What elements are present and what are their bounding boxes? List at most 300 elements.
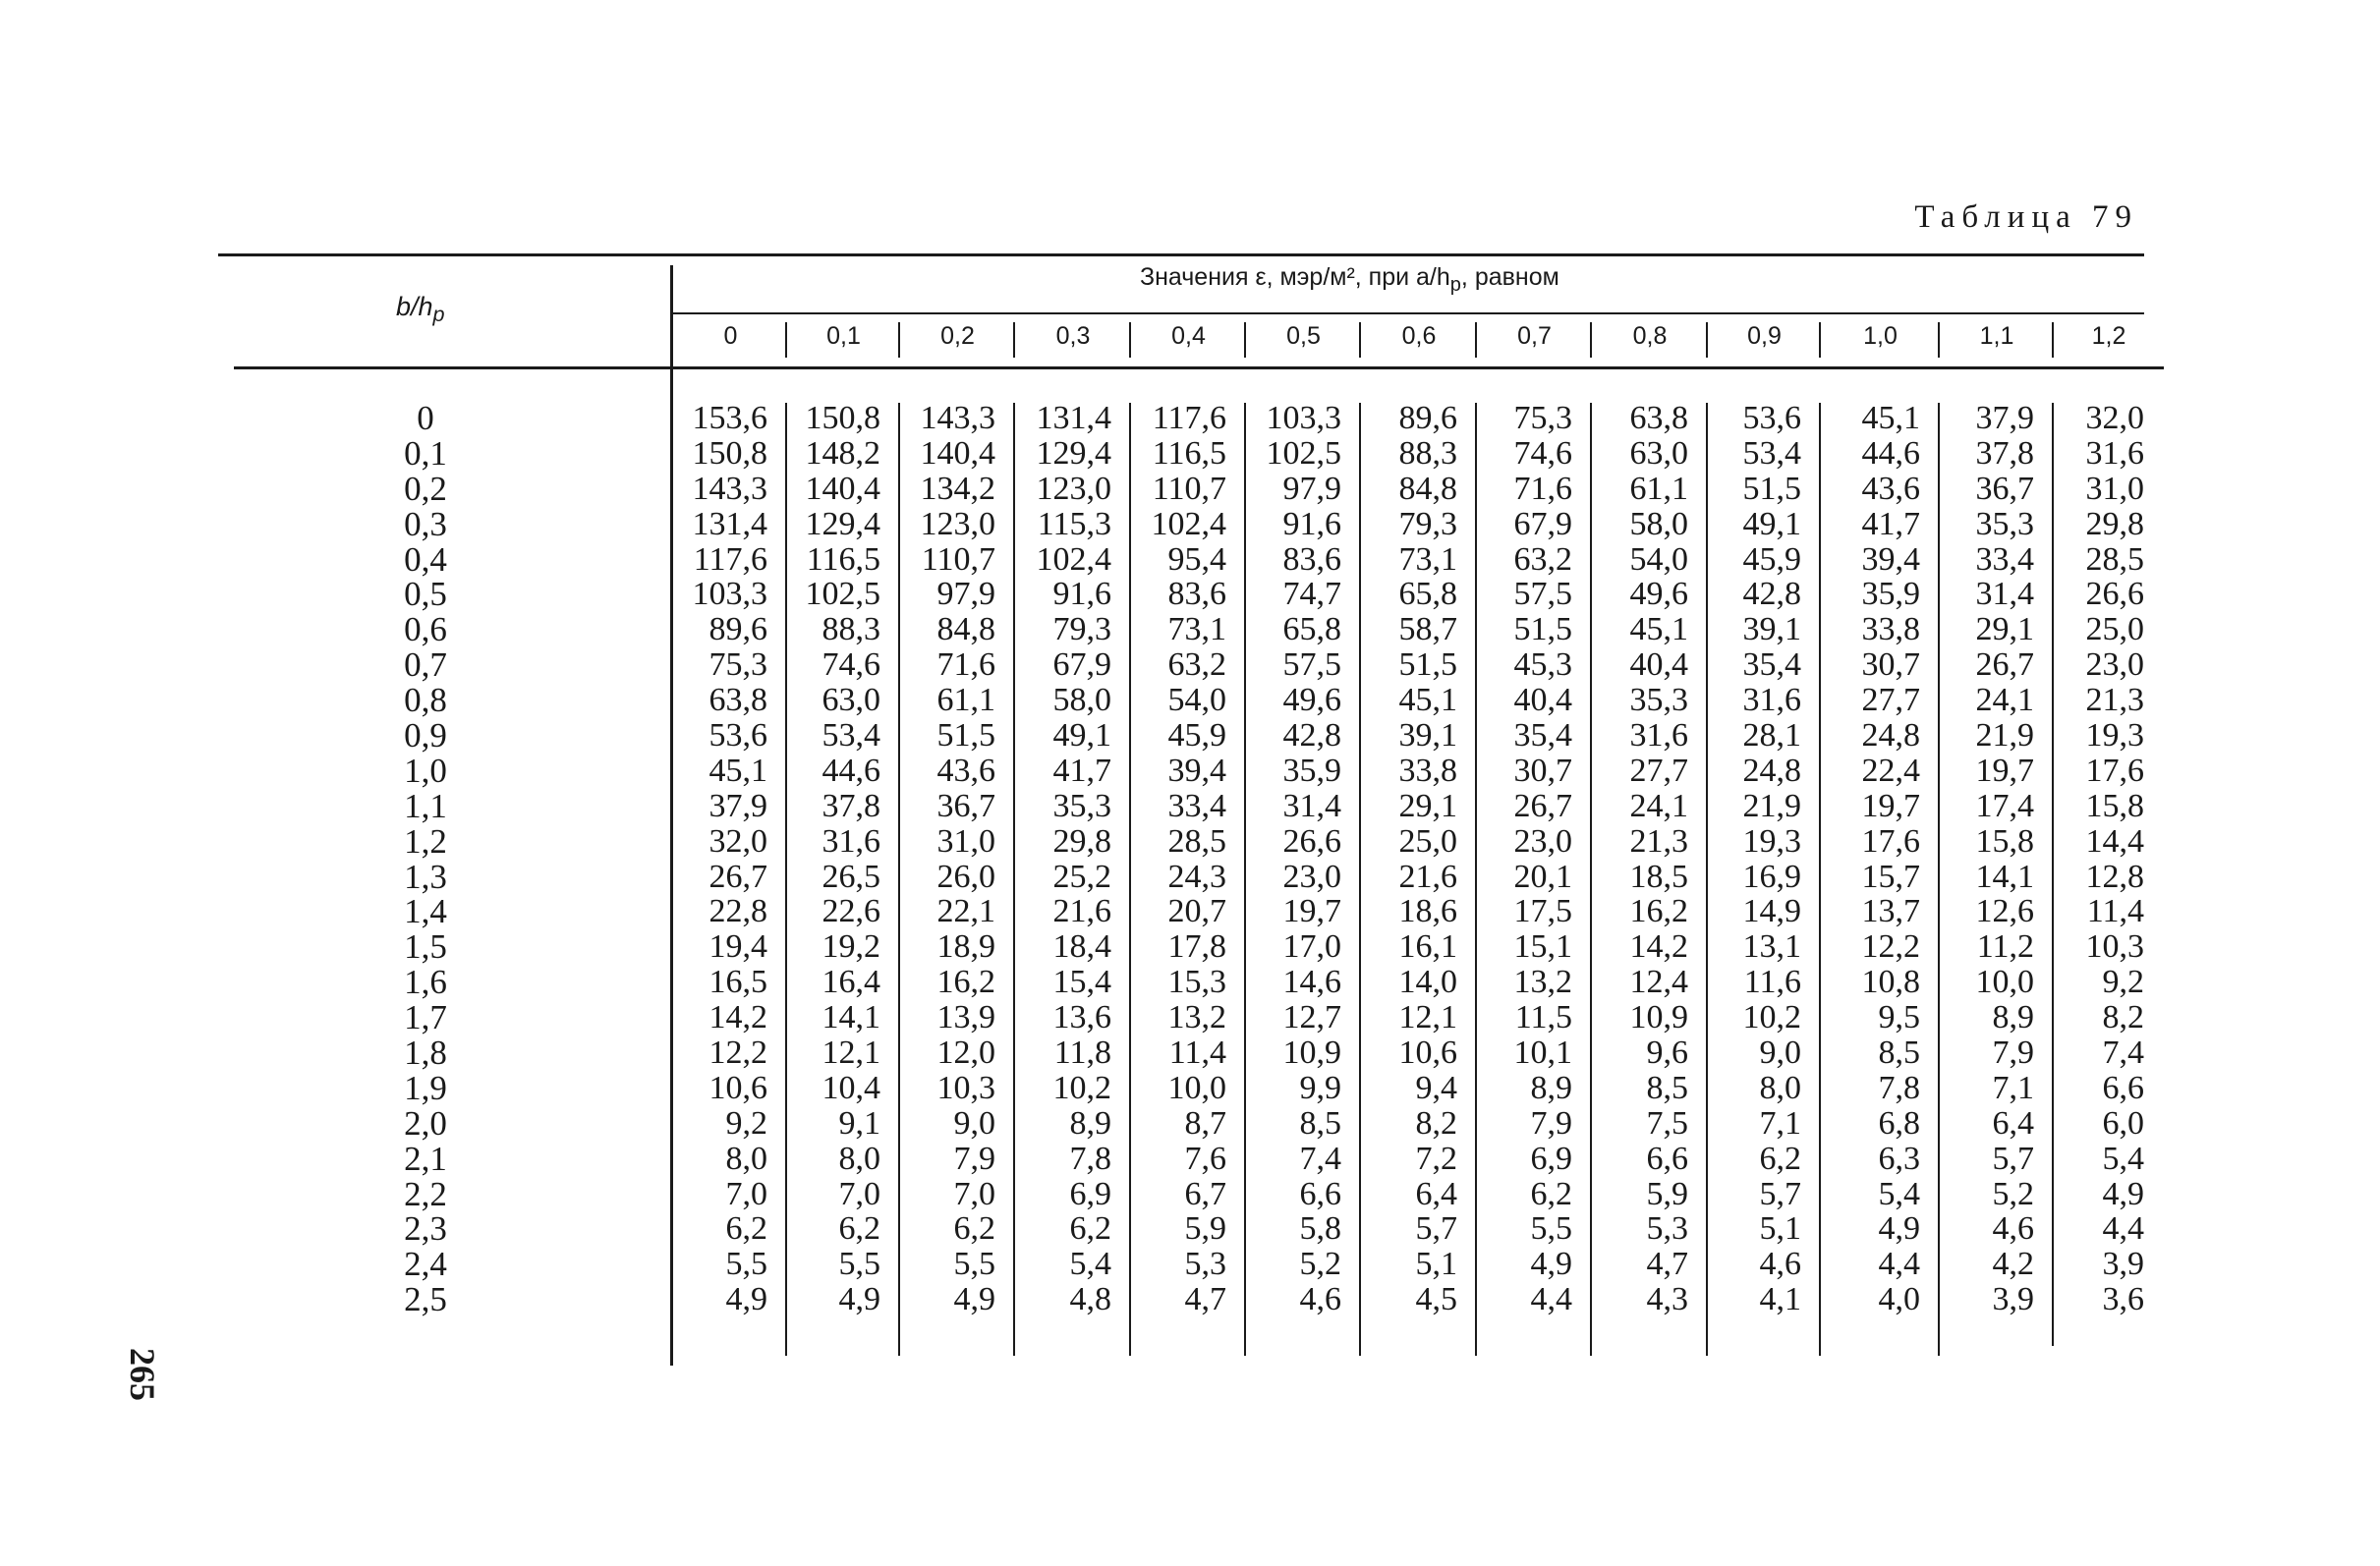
table-cell: 12,1	[822, 1035, 880, 1072]
table-cell: 13,9	[936, 999, 995, 1036]
table-cell: 8,0	[725, 1140, 767, 1177]
column-header: 0,9	[1747, 322, 1782, 350]
table-cell: 44,6	[1861, 434, 1920, 472]
table-cell: 3,6	[2102, 1281, 2144, 1318]
table-cell: 54,0	[1629, 540, 1688, 578]
table-cell: 53,6	[708, 717, 767, 755]
table-cell: 97,9	[1282, 470, 1341, 507]
row-label: 0,9	[404, 716, 447, 755]
table-cell: 6,7	[1184, 1175, 1226, 1212]
table-cell: 117,6	[1152, 400, 1226, 436]
table-cell: 5,4	[1069, 1246, 1111, 1283]
table-caption: Таблица 79	[1914, 199, 2138, 235]
table-cell: 14,4	[2085, 822, 2144, 860]
table-cell: 22,6	[822, 893, 880, 930]
table-cell: 22,4	[1861, 752, 1920, 789]
table-cell: 33,4	[1975, 540, 2034, 578]
table-cell: 5,5	[953, 1246, 995, 1283]
row-label: 0,8	[404, 681, 447, 720]
table-cell: 44,6	[822, 752, 880, 789]
data-column	[1477, 401, 1582, 1317]
table-cell: 10,3	[936, 1069, 995, 1106]
table-cell: 17,4	[1975, 787, 2034, 824]
table-cell: 4,7	[1646, 1246, 1688, 1283]
row-label: 1,4	[404, 892, 447, 931]
table-cell: 102,4	[1036, 540, 1111, 578]
table-cell: 5,3	[1646, 1210, 1688, 1248]
table-cell: 42,8	[1742, 576, 1801, 613]
table-cell: 63,8	[708, 682, 767, 719]
column-header: 0,1	[826, 322, 861, 350]
column-header: 0,4	[1171, 322, 1206, 350]
row-label: 0,2	[404, 469, 447, 508]
table-cell: 51,5	[936, 717, 995, 755]
table-cell: 4,9	[725, 1281, 767, 1318]
table-cell: 37,8	[822, 787, 880, 824]
column-header-divider	[785, 322, 787, 358]
column-header: 1,2	[2091, 322, 2126, 350]
row-label: 1,0	[404, 751, 447, 790]
table-cell: 15,7	[1861, 858, 1920, 895]
table-cell: 11,6	[1743, 964, 1801, 1001]
table-cell: 4,9	[2102, 1175, 2144, 1212]
table-cell: 21,3	[1629, 822, 1688, 860]
table-cell: 10,8	[1861, 964, 1920, 1001]
table-cell: 12,1	[1398, 999, 1457, 1036]
table-cell: 58,0	[1052, 682, 1111, 719]
table-cell: 6,3	[1878, 1140, 1920, 1177]
table-cell: 4,2	[1992, 1246, 2034, 1283]
column-header-divider	[1359, 322, 1361, 358]
table-cell: 9,0	[953, 1104, 995, 1142]
table-cell: 8,9	[1992, 999, 2034, 1036]
table-cell: 43,6	[1861, 470, 1920, 507]
table-cell: 131,4	[692, 505, 767, 542]
table-cell: 84,8	[1398, 470, 1457, 507]
column-group-title: Значения ε, мэр/м², при a/h	[1140, 263, 1450, 291]
table-cell: 71,6	[936, 646, 995, 684]
table-cell: 29,1	[1398, 787, 1457, 824]
table-cell: 14,6	[1282, 964, 1341, 1001]
table-cell: 53,6	[1742, 400, 1801, 436]
table-cell: 6,8	[1878, 1104, 1920, 1142]
table-cell: 61,1	[1629, 470, 1688, 507]
table-cell: 74,6	[1513, 434, 1572, 472]
column-header: 0,6	[1401, 322, 1437, 350]
table-cell: 39,1	[1742, 611, 1801, 648]
table-cell: 33,4	[1167, 787, 1226, 824]
table-cell: 6,2	[725, 1210, 767, 1248]
table-cell: 22,8	[708, 893, 767, 930]
table-cell: 58,0	[1629, 505, 1688, 542]
table-cell: 123,0	[1036, 470, 1111, 507]
column-header-divider	[1590, 322, 1592, 358]
table-cell: 40,4	[1629, 646, 1688, 684]
table-cell: 4,9	[838, 1281, 880, 1318]
table-cell: 63,0	[1629, 434, 1688, 472]
row-label: 2,2	[404, 1174, 447, 1213]
row-label: 2,3	[404, 1209, 447, 1249]
table-cell: 16,9	[1742, 858, 1801, 895]
row-parameter-text: b/h	[396, 292, 433, 321]
table-cell: 4,4	[1878, 1246, 1920, 1283]
table-cell: 11,2	[1976, 928, 2034, 966]
table-cell: 7,1	[1759, 1104, 1801, 1142]
table-cell: 4,9	[1530, 1246, 1572, 1283]
table-cell: 9,9	[1299, 1069, 1341, 1106]
table-cell: 140,4	[805, 470, 880, 507]
table-cell: 28,1	[1742, 717, 1801, 755]
table-cell: 5,4	[2102, 1140, 2144, 1177]
table-cell: 7,8	[1069, 1140, 1111, 1177]
table-cell: 79,3	[1052, 611, 1111, 648]
table-cell: 7,9	[953, 1140, 995, 1177]
table-cell: 73,1	[1398, 540, 1457, 578]
table-cell: 9,2	[2102, 964, 2144, 1001]
table-cell: 4,3	[1646, 1281, 1688, 1318]
table-cell: 65,8	[1398, 576, 1457, 613]
table-cell: 3,9	[1992, 1281, 2034, 1318]
table-cell: 5,9	[1646, 1175, 1688, 1212]
data-column	[1592, 401, 1698, 1317]
row-label: 0,6	[404, 610, 447, 649]
table-cell: 5,1	[1759, 1210, 1801, 1248]
table-cell: 35,9	[1282, 752, 1341, 789]
table-cell: 10,0	[1167, 1069, 1226, 1106]
table-cell: 150,8	[692, 434, 767, 472]
table-cell: 6,0	[2102, 1104, 2144, 1142]
table-cell: 5,4	[1878, 1175, 1920, 1212]
table-cell: 26,6	[1282, 822, 1341, 860]
table-cell: 4,6	[1759, 1246, 1801, 1283]
table-cell: 35,4	[1513, 717, 1572, 755]
column-header-divider	[1129, 322, 1131, 358]
table-cell: 12,6	[1975, 893, 2034, 930]
table-cell: 23,0	[1282, 858, 1341, 895]
table-cell: 49,1	[1742, 505, 1801, 542]
table-cell: 16,2	[936, 964, 995, 1001]
table-cell: 26,0	[936, 858, 995, 895]
table-cell: 20,7	[1167, 893, 1226, 930]
column-header-divider	[1819, 322, 1821, 358]
table-cell: 12,8	[2085, 858, 2144, 895]
row-label: 0,5	[404, 575, 447, 614]
table-cell: 15,8	[2085, 787, 2144, 824]
table-cell: 26,7	[708, 858, 767, 895]
table-cell: 41,7	[1861, 505, 1920, 542]
table-cell: 31,6	[1629, 717, 1688, 755]
table-cell: 103,3	[1266, 400, 1341, 436]
table-cell: 102,4	[1151, 505, 1226, 542]
table-cell: 19,3	[1742, 822, 1801, 860]
column-header: 0,2	[940, 322, 975, 350]
table-cell: 19,3	[2085, 717, 2144, 755]
table-cell: 45,1	[1398, 682, 1457, 719]
table-cell: 21,9	[1742, 787, 1801, 824]
table-cell: 95,4	[1167, 540, 1226, 578]
table-cell: 10,2	[1742, 999, 1801, 1036]
row-parameter-subscript: р	[432, 302, 445, 326]
table-cell: 74,7	[1282, 576, 1341, 613]
table-cell: 4,8	[1069, 1281, 1111, 1318]
row-parameter-header	[396, 292, 445, 326]
table-cell: 8,9	[1530, 1069, 1572, 1106]
table-cell: 51,5	[1398, 646, 1457, 684]
table-cell: 42,8	[1282, 717, 1341, 755]
table-cell: 45,1	[708, 752, 767, 789]
table-cell: 10,6	[1398, 1035, 1457, 1072]
table-cell: 21,3	[2085, 682, 2144, 719]
table-cell: 7,0	[725, 1175, 767, 1212]
table-cell: 58,7	[1398, 611, 1457, 648]
column-group-suffix: , равном	[1460, 263, 1559, 291]
table-cell: 5,7	[1992, 1140, 2034, 1177]
table-cell: 40,4	[1513, 682, 1572, 719]
table-cell: 31,4	[1975, 576, 2034, 613]
table-cell: 8,7	[1184, 1104, 1226, 1142]
table-cell: 83,6	[1282, 540, 1341, 578]
table-cell: 9,6	[1646, 1035, 1688, 1072]
table-cell: 117,6	[693, 540, 767, 578]
table-cell: 5,1	[1415, 1246, 1457, 1283]
table-cell: 18,4	[1052, 928, 1111, 966]
table-cell: 28,5	[2085, 540, 2144, 578]
table-cell: 153,6	[692, 400, 767, 436]
table-cell: 7,2	[1415, 1140, 1457, 1177]
table-cell: 19,4	[708, 928, 767, 966]
table-cell: 21,9	[1975, 717, 2034, 755]
row-label: 0,1	[404, 433, 447, 473]
data-column	[900, 401, 1005, 1317]
table-cell: 6,9	[1069, 1175, 1111, 1212]
table-cell: 4,7	[1184, 1281, 1226, 1318]
table-cell: 19,2	[822, 928, 880, 966]
table-cell: 36,7	[936, 787, 995, 824]
table-cell: 18,9	[936, 928, 995, 966]
table-cell: 14,1	[822, 999, 880, 1036]
table-cell: 4,1	[1759, 1281, 1801, 1318]
table-cell: 10,3	[2085, 928, 2144, 966]
table-cell: 75,3	[1513, 400, 1572, 436]
table-cell: 13,6	[1052, 999, 1111, 1036]
data-column	[1821, 401, 1930, 1317]
table-cell: 5,7	[1415, 1210, 1457, 1248]
column-header-divider	[1013, 322, 1015, 358]
table-cell: 129,4	[805, 505, 880, 542]
row-label: 2,1	[404, 1139, 447, 1178]
column-group-subscript: р	[1449, 274, 1461, 296]
table-cell: 7,9	[1530, 1104, 1572, 1142]
table-cell: 12,2	[1861, 928, 1920, 966]
table-cell: 131,4	[1036, 400, 1111, 436]
table-cell: 9,5	[1878, 999, 1920, 1036]
table-cell: 10,9	[1282, 1035, 1341, 1072]
table-cell: 3,9	[2102, 1246, 2144, 1283]
table-cell: 10,6	[708, 1069, 767, 1106]
row-label: 0,4	[404, 539, 447, 579]
table-cell: 29,8	[1052, 822, 1111, 860]
table-cell: 39,1	[1398, 717, 1457, 755]
table-cell: 148,2	[805, 434, 880, 472]
table-cell: 8,2	[1415, 1104, 1457, 1142]
table-cell: 5,5	[725, 1246, 767, 1283]
table-cell: 51,5	[1742, 470, 1801, 507]
data-column	[1940, 401, 2044, 1317]
data-column	[1015, 401, 1121, 1317]
table-cell: 35,3	[1629, 682, 1688, 719]
column-header: 1,0	[1863, 322, 1898, 350]
table-cell: 67,9	[1052, 646, 1111, 684]
table-cell: 31,0	[2085, 470, 2144, 507]
table-cell: 6,2	[1530, 1175, 1572, 1212]
table-cell: 14,2	[1629, 928, 1688, 966]
table-cell: 4,6	[1992, 1210, 2034, 1248]
table-cell: 4,9	[953, 1281, 995, 1318]
table-cell: 31,0	[936, 822, 995, 860]
table-cell: 27,7	[1629, 752, 1688, 789]
row-label: 1,8	[404, 1034, 447, 1073]
table-cell: 35,3	[1052, 787, 1111, 824]
table-cell: 24,8	[1742, 752, 1801, 789]
table-cell: 26,7	[1975, 646, 2034, 684]
data-column	[787, 401, 890, 1317]
column-header-divider	[898, 322, 900, 358]
table-cell: 12,2	[708, 1035, 767, 1072]
table-cell: 37,9	[708, 787, 767, 824]
table-cell: 13,7	[1861, 893, 1920, 930]
table-cell: 6,4	[1992, 1104, 2034, 1142]
table-cell: 4,4	[1530, 1281, 1572, 1318]
header-bottom-rule	[234, 366, 2164, 369]
table-cell: 24,1	[1629, 787, 1688, 824]
table-cell: 35,9	[1861, 576, 1920, 613]
table-cell: 97,9	[936, 576, 995, 613]
table-cell: 102,5	[805, 576, 880, 613]
table-cell: 25,0	[1398, 822, 1457, 860]
table-cell: 116,5	[806, 540, 880, 578]
table-cell: 102,5	[1266, 434, 1341, 472]
table-cell: 74,6	[822, 646, 880, 684]
table-cell: 45,9	[1742, 540, 1801, 578]
table-cell: 18,5	[1629, 858, 1688, 895]
table-cell: 8,5	[1646, 1069, 1688, 1106]
table-cell: 61,1	[936, 682, 995, 719]
table-cell: 16,4	[822, 964, 880, 1001]
table-cell: 8,5	[1878, 1035, 1920, 1072]
row-label: 1,9	[404, 1068, 447, 1107]
table-cell: 13,2	[1513, 964, 1572, 1001]
table-cell: 6,4	[1415, 1175, 1457, 1212]
table-cell: 43,6	[936, 752, 995, 789]
row-label: 0,7	[404, 645, 447, 685]
table-cell: 7,4	[1299, 1140, 1341, 1177]
table-cell: 24,3	[1167, 858, 1226, 895]
table-cell: 57,5	[1513, 576, 1572, 613]
column-header-divider	[1475, 322, 1477, 358]
table-cell: 16,2	[1629, 893, 1688, 930]
table-cell: 17,5	[1513, 893, 1572, 930]
table-cell: 15,3	[1167, 964, 1226, 1001]
table-cell: 41,7	[1052, 752, 1111, 789]
table-cell: 31,6	[1742, 682, 1801, 719]
table-cell: 49,1	[1052, 717, 1111, 755]
table-cell: 27,7	[1861, 682, 1920, 719]
table-cell: 5,8	[1299, 1210, 1341, 1248]
table-cell: 134,2	[920, 470, 995, 507]
table-cell: 22,1	[936, 893, 995, 930]
row-label: 1,5	[404, 927, 447, 967]
row-label: 1,7	[404, 998, 447, 1037]
table-cell: 7,0	[838, 1175, 880, 1212]
table-cell: 13,2	[1167, 999, 1226, 1036]
table-cell: 4,6	[1299, 1281, 1341, 1318]
table-cell: 7,0	[953, 1175, 995, 1212]
table-cell: 63,0	[822, 682, 880, 719]
column-header: 0,3	[1055, 322, 1091, 350]
column-header-divider	[2052, 322, 2054, 358]
table-cell: 7,1	[1992, 1069, 2034, 1106]
table-cell: 4,4	[2102, 1210, 2144, 1248]
data-column	[1361, 401, 1467, 1317]
table-cell: 35,4	[1742, 646, 1801, 684]
table-cell: 21,6	[1052, 893, 1111, 930]
table-cell: 6,9	[1530, 1140, 1572, 1177]
table-cell: 35,3	[1975, 505, 2034, 542]
table-cell: 65,8	[1282, 611, 1341, 648]
table-cell: 4,5	[1415, 1281, 1457, 1318]
table-cell: 10,0	[1975, 964, 2034, 1001]
data-column	[1246, 401, 1351, 1317]
table-cell: 8,2	[2102, 999, 2144, 1036]
table-cell: 8,5	[1299, 1104, 1341, 1142]
table-cell: 5,5	[1530, 1210, 1572, 1248]
table-cell: 91,6	[1052, 576, 1111, 613]
row-label: 1,6	[404, 963, 447, 1002]
table-cell: 67,9	[1513, 505, 1572, 542]
table-cell: 15,1	[1513, 928, 1572, 966]
table-cell: 7,9	[1992, 1035, 2034, 1072]
table-cell: 7,5	[1646, 1104, 1688, 1142]
table-cell: 36,7	[1975, 470, 2034, 507]
table-cell: 71,6	[1513, 470, 1572, 507]
table-cell: 12,4	[1629, 964, 1688, 1001]
table-cell: 4,0	[1878, 1281, 1920, 1318]
row-label-divider	[670, 265, 673, 1366]
table-cell: 31,6	[2085, 434, 2144, 472]
table-cell: 31,4	[1282, 787, 1341, 824]
table-cell: 150,8	[805, 400, 880, 436]
data-column	[1708, 401, 1811, 1317]
table-cell: 20,1	[1513, 858, 1572, 895]
table-cell: 7,6	[1184, 1140, 1226, 1177]
table-cell: 17,8	[1167, 928, 1226, 966]
table-cell: 14,9	[1742, 893, 1801, 930]
row-label: 0	[417, 399, 434, 437]
table-cell: 45,1	[1629, 611, 1688, 648]
column-header: 0	[723, 322, 738, 350]
row-label: 2,5	[404, 1280, 447, 1319]
table-cell: 37,8	[1975, 434, 2034, 472]
table-cell: 8,0	[838, 1140, 880, 1177]
table-cell: 39,4	[1861, 540, 1920, 578]
table-cell: 6,2	[1759, 1140, 1801, 1177]
table-cell: 45,3	[1513, 646, 1572, 684]
table-cell: 25,2	[1052, 858, 1111, 895]
column-header: 0,7	[1517, 322, 1552, 350]
table-cell: 10,2	[1052, 1069, 1111, 1106]
table-cell: 23,0	[2085, 646, 2144, 684]
table-top-rule	[218, 253, 2144, 256]
